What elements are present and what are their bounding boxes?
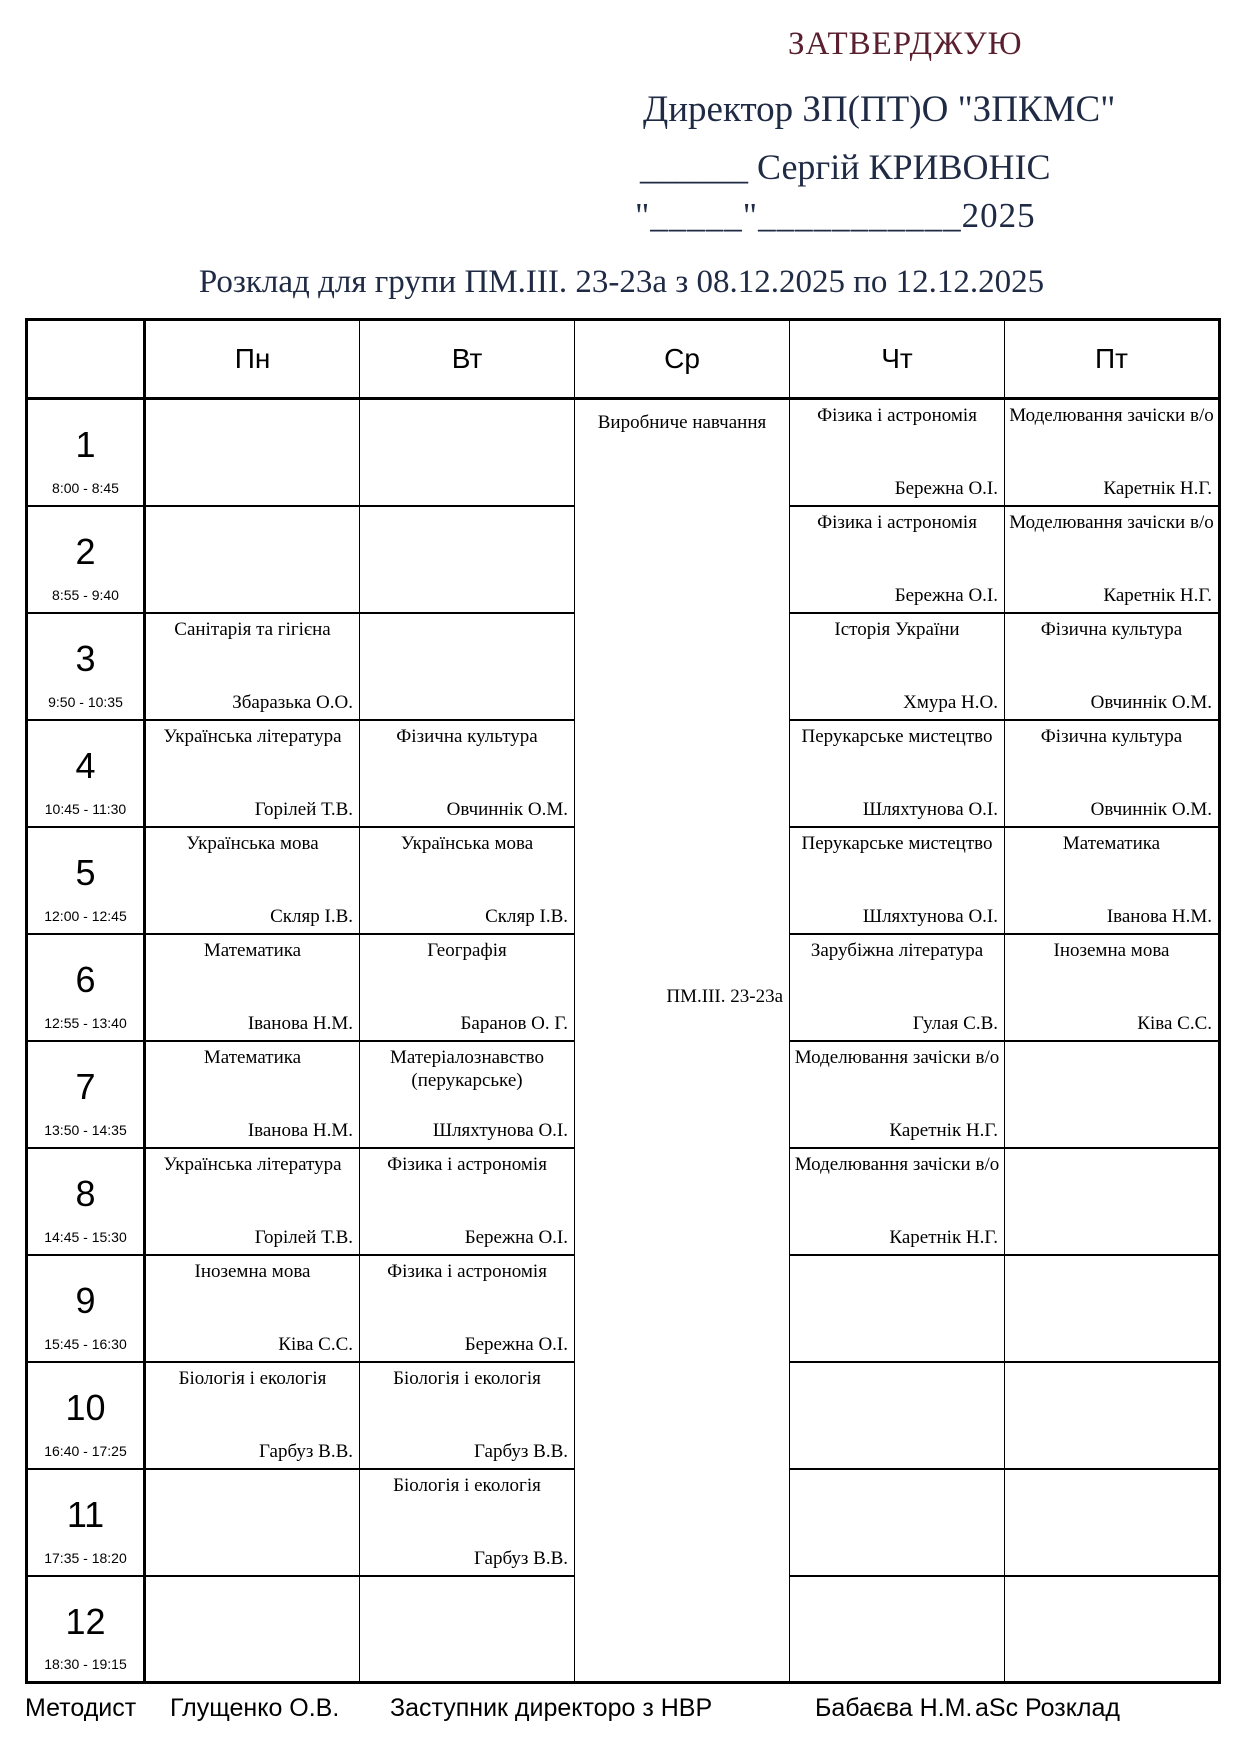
lesson-cell-mon-p6 (145, 934, 360, 1041)
lesson-teacher: Баранов О. Г. (460, 1012, 568, 1034)
lesson-teacher: Гарбуз В.В. (474, 1440, 568, 1462)
lesson-subject: Фізика і астрономія (387, 1153, 547, 1175)
lesson-teacher: Овчиннік О.М. (446, 798, 568, 820)
lesson-teacher: Горілей Т.В. (254, 798, 353, 820)
lesson-cell-thu-p10 (790, 1362, 1005, 1469)
lesson-subject: Біологія і екологія (393, 1474, 541, 1496)
period-time: 10:45 - 11:30 (44, 800, 127, 817)
footer-asc-brand: aSc Розклад (975, 1694, 1120, 1722)
lesson-cell-tue-p11 (360, 1469, 575, 1576)
approval-director-line: Директор ЗП(ПТ)О "ЗПКМС" (643, 89, 1116, 130)
timetable-body (27, 399, 1220, 1683)
lesson-teacher: Каретнік Н.Г. (889, 1226, 998, 1248)
lesson-cell-thu-p12 (790, 1576, 1005, 1683)
footer (25, 1694, 1120, 1726)
lesson-cell-thu-p7 (790, 1041, 1005, 1148)
lesson-subject: Фізика і астрономія (387, 1260, 547, 1282)
period-number: 7 (75, 1065, 96, 1107)
lesson-teacher: Каретнік Н.Г. (1103, 477, 1212, 499)
lesson-cell-thu-p1 (790, 399, 1005, 506)
lesson-cell-thu-p8 (790, 1148, 1005, 1255)
lesson-cell-mon-p12 (145, 1576, 360, 1683)
lesson-subject: Українська література (163, 725, 342, 747)
lesson-subject: Історія України (834, 618, 960, 640)
footer-methodist-label: Методист (25, 1694, 137, 1722)
lesson-subject: Біологія і екологія (393, 1367, 541, 1389)
lesson-teacher: Іванова Н.М. (247, 1012, 353, 1034)
day-header-wed: Ср (575, 320, 790, 399)
period-number: 8 (75, 1172, 96, 1214)
day-header-mon: Пн (145, 320, 360, 399)
lesson-cell-thu-p6 (790, 934, 1005, 1041)
lesson-cell-mon-p3 (145, 613, 360, 720)
period-number: 1 (75, 424, 96, 465)
corner-cell (27, 320, 145, 399)
day-header-row (27, 320, 1220, 399)
lesson-teacher: Шляхтунова О.І. (432, 1119, 568, 1141)
period-number: 11 (66, 1493, 105, 1535)
lesson-cell-tue-p12 (360, 1576, 575, 1683)
lesson-subject: Географія (427, 939, 507, 961)
period-time: 12:55 - 13:40 (44, 1014, 127, 1031)
timetable (25, 318, 1221, 1684)
period-time: 14:45 - 15:30 (44, 1228, 127, 1245)
lesson-subject: Матеріалознавство (перукарське) (390, 1046, 544, 1091)
lesson-cell-fri-p6 (1005, 934, 1220, 1041)
lesson-cell-fri-p10 (1005, 1362, 1220, 1469)
lesson-cell-thu-p9 (790, 1255, 1005, 1362)
approval-date-line: "_____"___________2025 (635, 196, 1036, 235)
period-info-cell (27, 1255, 145, 1362)
day-header-fri: Пт (1005, 320, 1220, 399)
lesson-subject: Перукарське мистецтво (801, 725, 993, 747)
wednesday-merged-cell (575, 399, 790, 1683)
lesson-cell-mon-p7 (145, 1041, 360, 1148)
page-title: Розклад для групи ПМ.ІІІ. 23-23а з 08.12.2025 по 12.12.2025 (198, 264, 1045, 300)
period-time: 15:45 - 16:30 (44, 1335, 127, 1352)
approval-signature-line: ______ Сергій КРИВОНІС (640, 147, 1051, 187)
lesson-teacher: Бережна О.І. (464, 1333, 568, 1355)
lesson-cell-tue-p1 (360, 399, 575, 506)
lesson-subject: Моделювання зачіски в/о (1009, 511, 1214, 533)
period-info-cell (27, 613, 145, 720)
wednesday-group-label: ПМ.ІІІ. 23-23а (666, 986, 783, 1007)
lesson-teacher: Бережна О.І. (894, 477, 998, 499)
lesson-subject: Моделювання зачіски в/о (1009, 405, 1214, 426)
period-number: 3 (75, 637, 96, 679)
timetable-header (27, 320, 1220, 399)
period-number: 10 (65, 1386, 106, 1428)
lesson-subject: Українська література (163, 1153, 342, 1175)
lesson-cell-tue-p2 (360, 506, 575, 613)
period-info-cell (27, 506, 145, 613)
lesson-cell-tue-p4 (360, 720, 575, 827)
lesson-teacher: Хмура Н.О. (903, 691, 998, 713)
lesson-subject: Українська мова (400, 832, 534, 854)
lesson-cell-thu-p3 (790, 613, 1005, 720)
wednesday-activity: Виробниче навчання (597, 412, 767, 433)
lesson-teacher: Овчиннік О.М. (1090, 691, 1212, 713)
lesson-cell-fri-p5 (1005, 827, 1220, 934)
lesson-cell-fri-p4 (1005, 720, 1220, 827)
lesson-subject: Іноземна мова (1053, 939, 1170, 961)
lesson-cell-mon-p5 (145, 827, 360, 934)
lesson-teacher: Шляхтунова О.І. (862, 798, 998, 820)
lesson-cell-fri-p11 (1005, 1469, 1220, 1576)
period-number: 5 (75, 851, 96, 893)
lesson-cell-fri-p9 (1005, 1255, 1220, 1362)
lesson-subject: Фізична культура (1040, 725, 1183, 747)
lesson-subject: Перукарське мистецтво (801, 832, 993, 854)
period-time: 17:35 - 18:20 (44, 1549, 127, 1566)
lesson-cell-thu-p4 (790, 720, 1005, 827)
lesson-subject: Фізика і астрономія (817, 511, 977, 533)
approval-stamp: ЗАТВЕРДЖУЮ (788, 26, 1023, 62)
footer-methodist-name: Глущенко О.В. (170, 1694, 340, 1722)
lesson-cell-mon-p10 (145, 1362, 360, 1469)
lesson-teacher: Скляр І.В. (485, 905, 568, 927)
lesson-teacher: Бережна О.І. (464, 1226, 568, 1248)
lesson-teacher: Іванова Н.М. (247, 1119, 353, 1141)
lesson-cell-fri-p7 (1005, 1041, 1220, 1148)
lesson-subject: Фізична культура (1040, 618, 1183, 640)
lesson-cell-mon-p1 (145, 399, 360, 506)
lesson-subject: Моделювання зачіски в/о (794, 1046, 1000, 1068)
lesson-subject: Моделювання зачіски в/о (794, 1153, 1000, 1175)
lesson-cell-mon-p2 (145, 506, 360, 613)
period-time: 8:55 - 9:40 (52, 586, 119, 603)
lesson-cell-fri-p3 (1005, 613, 1220, 720)
period-info-cell (27, 1148, 145, 1255)
lesson-cell-tue-p7 (360, 1041, 575, 1148)
lesson-teacher: Гарбуз В.В. (259, 1440, 353, 1462)
lesson-cell-tue-p9 (360, 1255, 575, 1362)
period-info-cell (27, 1469, 145, 1576)
period-number: 2 (75, 530, 96, 572)
lesson-cell-tue-p10 (360, 1362, 575, 1469)
lesson-cell-fri-p2 (1005, 506, 1220, 613)
period-row-1 (27, 399, 1220, 506)
lesson-subject: Фізика і астрономія (817, 405, 977, 426)
period-info-cell (27, 1576, 145, 1683)
period-time: 16:40 - 17:25 (44, 1442, 127, 1459)
lesson-teacher: Гарбуз В.В. (474, 1547, 568, 1569)
lesson-teacher: Ківа С.С. (1137, 1012, 1212, 1034)
lesson-subject: Математика (1062, 832, 1161, 854)
lesson-teacher: Шляхтунова О.І. (862, 905, 998, 927)
period-number: 6 (75, 958, 96, 1000)
lesson-teacher: Каретнік Н.Г. (1103, 584, 1212, 606)
period-number: 12 (65, 1600, 106, 1642)
lesson-subject: Біологія і екологія (178, 1367, 327, 1389)
period-number: 9 (75, 1279, 96, 1321)
lesson-subject: Санітарія та гігієна (174, 618, 331, 640)
lesson-cell-tue-p6 (360, 934, 575, 1041)
lesson-teacher: Горілей Т.В. (254, 1226, 353, 1248)
footer-deputy-name: Бабаєва Н.М. (815, 1694, 973, 1722)
period-time: 18:30 - 19:15 (44, 1656, 127, 1672)
lesson-subject: Зарубіжна література (810, 939, 984, 961)
period-info-cell (27, 934, 145, 1041)
period-time: 8:00 - 8:45 (52, 479, 119, 496)
lesson-cell-thu-p11 (790, 1469, 1005, 1576)
period-time: 9:50 - 10:35 (48, 693, 123, 710)
lesson-subject: Математика (203, 1046, 302, 1068)
lesson-cell-mon-p8 (145, 1148, 360, 1255)
lesson-subject: Іноземна мова (194, 1260, 311, 1282)
period-number: 4 (75, 744, 96, 786)
lesson-cell-tue-p8 (360, 1148, 575, 1255)
lesson-teacher: Збаразька О.О. (232, 691, 353, 713)
lesson-cell-mon-p9 (145, 1255, 360, 1362)
lesson-subject: Математика (203, 939, 302, 961)
lesson-cell-fri-p12 (1005, 1576, 1220, 1683)
lesson-cell-fri-p1 (1005, 399, 1220, 506)
day-header-tue: Вт (360, 320, 575, 399)
lesson-subject: Українська мова (186, 832, 319, 854)
lesson-cell-thu-p2 (790, 506, 1005, 613)
period-info-cell (27, 720, 145, 827)
period-info-cell (27, 1041, 145, 1148)
day-header-thu: Чт (790, 320, 1005, 399)
period-time: 12:00 - 12:45 (44, 907, 127, 924)
period-time: 13:50 - 14:35 (44, 1121, 127, 1138)
lesson-cell-mon-p11 (145, 1469, 360, 1576)
lesson-teacher: Бережна О.І. (894, 584, 998, 606)
lesson-teacher: Ківа С.С. (278, 1333, 353, 1355)
period-info-cell (27, 399, 145, 506)
lesson-teacher: Овчиннік О.М. (1090, 798, 1212, 820)
period-info-cell (27, 827, 145, 934)
lesson-teacher: Скляр І.В. (270, 905, 353, 927)
lesson-cell-mon-p4 (145, 720, 360, 827)
lesson-cell-tue-p5 (360, 827, 575, 934)
lesson-subject: Фізична культура (396, 725, 538, 747)
lesson-teacher: Каретнік Н.Г. (889, 1119, 998, 1141)
lesson-cell-tue-p3 (360, 613, 575, 720)
period-info-cell (27, 1362, 145, 1469)
lesson-teacher: Гулая С.В. (912, 1012, 998, 1034)
footer-deputy-label: Заступник директоро з НВР (390, 1694, 713, 1722)
lesson-cell-fri-p8 (1005, 1148, 1220, 1255)
lesson-cell-thu-p5 (790, 827, 1005, 934)
lesson-teacher: Іванова Н.М. (1106, 905, 1212, 927)
